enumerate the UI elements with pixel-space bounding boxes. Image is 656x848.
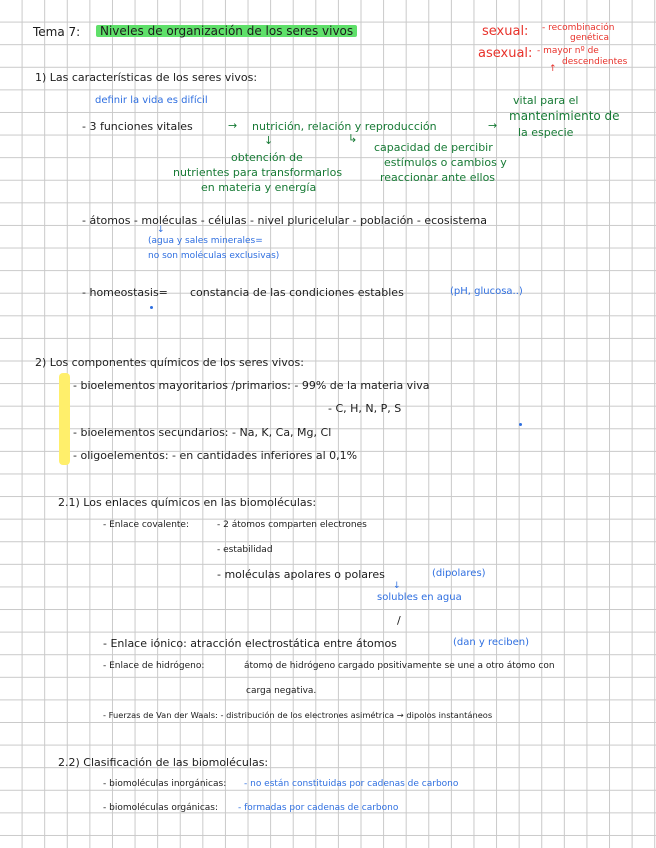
levels-note-2: no son moléculas exclusivas) xyxy=(148,251,280,261)
functions-value: nutrición, relación y reproducción xyxy=(252,120,437,133)
organic-label: - biomoléculas orgánicas: xyxy=(103,803,219,813)
inorganic-note: - no están constituidas por cadenas de carbono xyxy=(244,779,459,789)
section22-heading: 2.2) Clasificación de las biomoléculas: xyxy=(58,756,269,769)
arrow-down-icon: ↓ xyxy=(393,581,401,591)
relation-note-2: estímulos o cambios y xyxy=(384,156,507,169)
oligoelements: - oligoelementos: - en cantidades inferiores al 0,1% xyxy=(73,449,358,462)
organic-note: - formadas por cadenas de carbono xyxy=(238,803,399,813)
van-der-waals: - Fuerzas de Van der Waals: - distribución de los electrones asimétrica → dipolos instantáneos xyxy=(103,710,493,720)
nutrition-note-1: obtención de xyxy=(231,151,303,164)
ionic-note: (dan y reciben) xyxy=(453,637,530,648)
vital-note-1: vital para el xyxy=(513,94,579,107)
asexual-text-2: descendientes xyxy=(562,57,628,67)
hydrogen-label: - Enlace de hidrógeno: xyxy=(103,661,205,671)
relation-note-1: capacidad de percibir xyxy=(374,141,493,154)
homeostasis-text: constancia de las condiciones estables xyxy=(190,286,404,299)
vital-note-3: la especie xyxy=(518,126,574,139)
covalent-point-2: - estabilidad xyxy=(217,545,273,555)
asexual-text-1: - mayor nº de xyxy=(537,46,599,56)
covalent-label: - Enlace covalente: xyxy=(103,520,189,530)
arrow-right-icon: → xyxy=(228,119,238,132)
bioelements-secondary: - bioelementos secundarios: - Na, K, Ca, Mg, Cl xyxy=(73,426,332,439)
sexual-text-1: - recombinación xyxy=(542,23,615,33)
covalent-point-1: - 2 átomos comparten electrones xyxy=(217,520,367,530)
covalent-note: (dipolares) xyxy=(432,568,486,579)
hydrogen-text-1: átomo de hidrógeno cargado positivamente se une a otro átomo con xyxy=(244,661,555,671)
asexual-label: asexual: xyxy=(478,46,533,61)
ink-dot xyxy=(519,423,522,426)
arrow-up-icon: ↑ xyxy=(549,64,557,74)
arrow-down-icon: ↓ xyxy=(157,225,165,235)
bioelements-primary-list: - C, H, N, P, S xyxy=(328,402,402,415)
arrow-right-icon: → xyxy=(488,119,498,132)
covalent-point-3: - moléculas apolares o polares xyxy=(217,568,385,581)
organization-levels: - átomos - moléculas - células - nivel pluricelular - población - ecosistema xyxy=(82,214,487,227)
hydrogen-text-2: carga negativa. xyxy=(246,686,317,696)
yellow-highlight-bar xyxy=(59,373,70,465)
nutrition-note-2: nutrientes para transformarlos xyxy=(173,166,343,179)
bioelements-primary: - bioelementos mayoritarios /primarios: - 99% de la materia viva xyxy=(73,379,430,392)
levels-note-1: (agua y sales minerales= xyxy=(148,236,263,246)
section2-heading: 2) Los componentes químicos de los seres vivos: xyxy=(35,356,304,369)
inorganic-label: - biomoléculas inorgánicas: xyxy=(103,779,227,789)
arrow-down-icon: ↓ xyxy=(264,134,274,147)
relation-note-3: reaccionar ante ellos xyxy=(380,171,496,184)
title-prefix: Tema 7: xyxy=(33,25,81,39)
sexual-text-2: genética xyxy=(570,33,609,43)
note-define-life: definir la vida es difícil xyxy=(95,95,208,106)
section1-heading: 1) Las características de los seres vivos: xyxy=(35,71,258,84)
ink-dot xyxy=(150,306,153,309)
page-title: Niveles de organización de los seres vivos xyxy=(96,25,357,37)
vital-note-2: mantenimiento de xyxy=(509,109,620,123)
ionic-bond: - Enlace iónico: atracción electrostática entre átomos xyxy=(103,637,397,650)
slash-mark: / xyxy=(397,614,401,627)
soluble-note: solubles en agua xyxy=(377,592,462,603)
homeostasis-note: (pH, glucosa..) xyxy=(450,286,523,297)
functions-label: - 3 funciones vitales xyxy=(82,120,193,133)
nutrition-note-3: en materia y energía xyxy=(201,181,317,194)
sexual-label: sexual: xyxy=(482,24,529,39)
corner-arrow-icon: ↳ xyxy=(348,132,358,145)
section21-heading: 2.1) Los enlaces químicos en las biomoléculas: xyxy=(58,496,317,509)
homeostasis-label: - homeostasis= xyxy=(82,286,168,299)
